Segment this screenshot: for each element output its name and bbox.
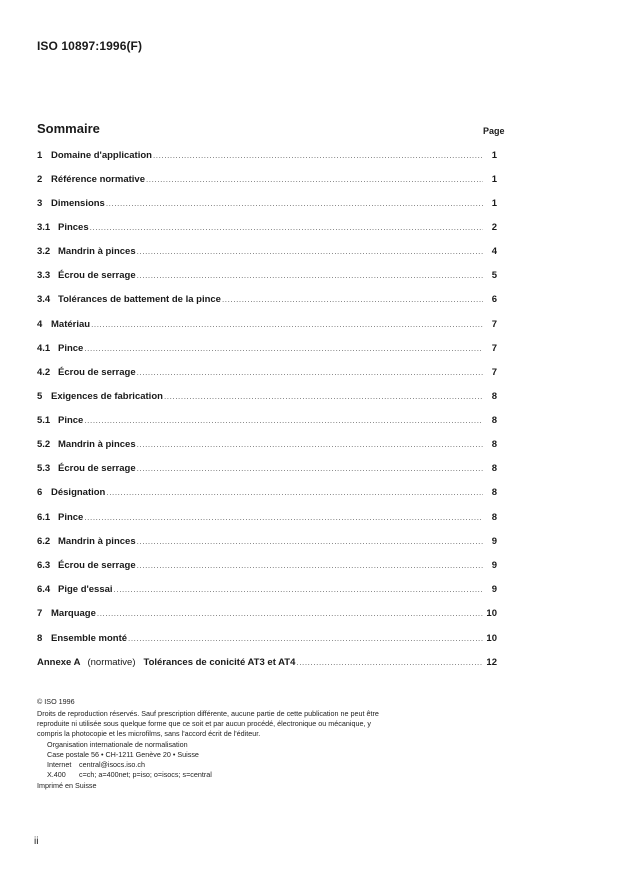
toc-entry-label: Pince <box>58 343 84 354</box>
toc-title: Sommaire <box>37 121 100 136</box>
organization-block <box>37 740 387 780</box>
toc-leader-dots <box>146 175 483 184</box>
toc-leader-dots <box>84 416 483 425</box>
toc-leader-dots <box>137 561 483 570</box>
toc-entry-page: 8 <box>491 463 497 474</box>
toc-entry-number: 4.1 <box>37 343 51 354</box>
x400-value: c=ch; a=400net; p=iso; o=isocs; s=central <box>79 770 212 779</box>
toc-entry-number: 2 <box>37 174 43 185</box>
toc-entry-page: 7 <box>491 343 497 354</box>
internet-label: Internet <box>47 760 72 769</box>
toc-entry-number: 5.1 <box>37 415 51 426</box>
copyright-rights-text: Droits de reproduction réservés. Sauf prescription différente, aucune partie de cette publication ne peut être reproduite ni utilisée sous quelque forme que ce soit et par aucun procédé, électronique ou mécanique, y compris la photocopie et les microfilms, sans l'accord écrit de l'éditeur. <box>37 709 379 738</box>
toc-entry-label: Écrou de serrage <box>58 560 136 571</box>
annex-label: Tolérances de conicité AT3 et AT4 <box>143 657 296 668</box>
toc-entry[interactable] <box>37 439 497 453</box>
toc-entry-page: 8 <box>491 512 497 523</box>
annex-page: 12 <box>486 657 497 668</box>
toc-entry[interactable] <box>37 512 497 526</box>
toc-entry-number: 4 <box>37 319 43 330</box>
toc-entry[interactable] <box>37 391 497 405</box>
toc-leader-dots <box>137 271 483 280</box>
toc-entry-label: Tolérances de battement de la pince <box>58 294 221 305</box>
toc-entry-number: 3.1 <box>37 222 51 233</box>
toc-entry-number: 6.3 <box>37 560 51 571</box>
document-header: ISO 10897:1996(F) <box>37 39 143 53</box>
toc-leader-dots <box>106 199 483 208</box>
toc-entry[interactable] <box>37 633 497 647</box>
toc-entry-number: 7 <box>37 608 43 619</box>
toc-entry[interactable] <box>37 174 497 188</box>
x400-line <box>47 770 387 780</box>
toc-entry-page: 2 <box>491 222 497 233</box>
toc-leader-dots <box>97 609 483 618</box>
toc-entry-label: Dimensions <box>51 198 105 209</box>
toc-entry-label: Ensemble monté <box>51 633 128 644</box>
organization-address: Case postale 56 • CH-1211 Genève 20 • Suisse <box>47 750 199 759</box>
copyright-symbol-line: © ISO 1996 <box>37 697 75 706</box>
toc-entry-page: 9 <box>491 536 497 547</box>
toc-entry-label: Référence normative <box>51 174 145 185</box>
toc-entry-number: 3.4 <box>37 294 51 305</box>
toc-entry-page: 8 <box>491 391 497 402</box>
toc-entry-number: 1 <box>37 150 43 161</box>
toc-entry[interactable] <box>37 463 497 477</box>
toc-entry[interactable] <box>37 608 497 622</box>
toc-entry-number: 5.3 <box>37 463 51 474</box>
toc-entry[interactable] <box>37 487 497 501</box>
printed-in: Imprimé en Suisse <box>37 781 97 790</box>
toc-entry-label: Mandrin à pinces <box>58 439 136 450</box>
toc-leader-dots <box>114 585 483 594</box>
toc-entry-label: Pinces <box>58 222 89 233</box>
toc-leader-dots <box>128 634 483 643</box>
toc-entry-page: 5 <box>491 270 497 281</box>
copyright-block <box>37 697 387 791</box>
toc-entry-number: 4.2 <box>37 367 51 378</box>
toc-entry-label: Écrou de serrage <box>58 463 136 474</box>
toc-entry-page: 10 <box>486 608 497 619</box>
toc-entry-page: 1 <box>491 174 497 185</box>
toc-entry[interactable] <box>37 584 497 598</box>
toc-entry-page: 4 <box>491 246 497 257</box>
toc-entry-page: 9 <box>491 584 497 595</box>
toc-entry-number: 3.2 <box>37 246 51 257</box>
toc-entry[interactable] <box>37 150 497 164</box>
toc-leader-dots <box>296 658 483 667</box>
annex-type: (normative) <box>87 657 136 668</box>
toc-entry-label: Matériau <box>51 319 91 330</box>
toc-leader-dots <box>137 464 483 473</box>
toc-entry-label: Pince <box>58 415 84 426</box>
toc-entry[interactable] <box>37 246 497 260</box>
toc-entry[interactable] <box>37 367 497 381</box>
toc-entry-number: 5.2 <box>37 439 51 450</box>
toc-leader-dots <box>164 392 483 401</box>
toc-entry-label: Pince <box>58 512 84 523</box>
toc-entry-number: 6.1 <box>37 512 51 523</box>
toc-entry-number: 5 <box>37 391 43 402</box>
toc-entry-page: 8 <box>491 487 497 498</box>
page-column-header: Page <box>483 126 505 136</box>
organization-name: Organisation internationale de normalisation <box>47 740 188 749</box>
toc-entry-annex-a[interactable] <box>37 657 497 671</box>
toc-entry-number: 3.3 <box>37 270 51 281</box>
x400-label: X.400 <box>47 770 66 779</box>
toc-entry-label: Désignation <box>51 487 106 498</box>
toc-entry-page: 8 <box>491 415 497 426</box>
toc-leader-dots <box>106 488 483 497</box>
toc-entry-page: 8 <box>491 439 497 450</box>
toc-entry-page: 10 <box>486 633 497 644</box>
toc-entry-label: Exigences de fabrication <box>51 391 163 402</box>
toc-leader-dots <box>90 223 483 232</box>
toc-entry-number: 3 <box>37 198 43 209</box>
toc-entry-page: 7 <box>491 319 497 330</box>
toc-entry[interactable] <box>37 222 497 236</box>
annex-prefix: Annexe A <box>37 657 81 668</box>
toc-entry-label: Mandrin à pinces <box>58 246 136 257</box>
toc-leader-dots <box>84 513 483 522</box>
toc-entry-label: Mandrin à pinces <box>58 536 136 547</box>
toc-entry[interactable] <box>37 343 497 357</box>
toc-entry[interactable] <box>37 294 497 308</box>
toc-entry[interactable] <box>37 198 497 212</box>
toc-entry-number: 6.4 <box>37 584 51 595</box>
toc-entry-page: 9 <box>491 560 497 571</box>
toc-leader-dots <box>137 537 483 546</box>
toc-entry-page: 6 <box>491 294 497 305</box>
toc-entry[interactable] <box>37 536 497 550</box>
page-number: ii <box>34 836 39 847</box>
toc-entry-page: 7 <box>491 367 497 378</box>
internet-line <box>47 760 387 770</box>
internet-value[interactable]: central@isocs.iso.ch <box>79 760 146 769</box>
toc-entry[interactable] <box>37 560 497 574</box>
toc-entry-number: 6.2 <box>37 536 51 547</box>
toc-leader-dots <box>137 440 483 449</box>
toc-entry-label: Écrou de serrage <box>58 270 136 281</box>
toc-entry-page: 1 <box>491 150 497 161</box>
toc-leader-dots <box>222 295 483 304</box>
toc-entry-label: Pige d'essai <box>58 584 113 595</box>
toc-leader-dots <box>137 368 483 377</box>
toc-entry-label: Marquage <box>51 608 96 619</box>
toc-leader-dots <box>84 344 483 353</box>
toc-entry-page: 1 <box>491 198 497 209</box>
toc-entry-label: Écrou de serrage <box>58 367 136 378</box>
toc-entry-number: 8 <box>37 633 43 644</box>
toc-leader-dots <box>153 151 483 160</box>
toc-entry[interactable] <box>37 415 497 429</box>
toc-entry[interactable] <box>37 319 497 333</box>
toc-entry[interactable] <box>37 270 497 284</box>
toc-leader-dots <box>137 247 483 256</box>
toc-entry-label: Domaine d'application <box>51 150 152 161</box>
toc-entry-number: 6 <box>37 487 43 498</box>
toc-leader-dots <box>91 320 483 329</box>
